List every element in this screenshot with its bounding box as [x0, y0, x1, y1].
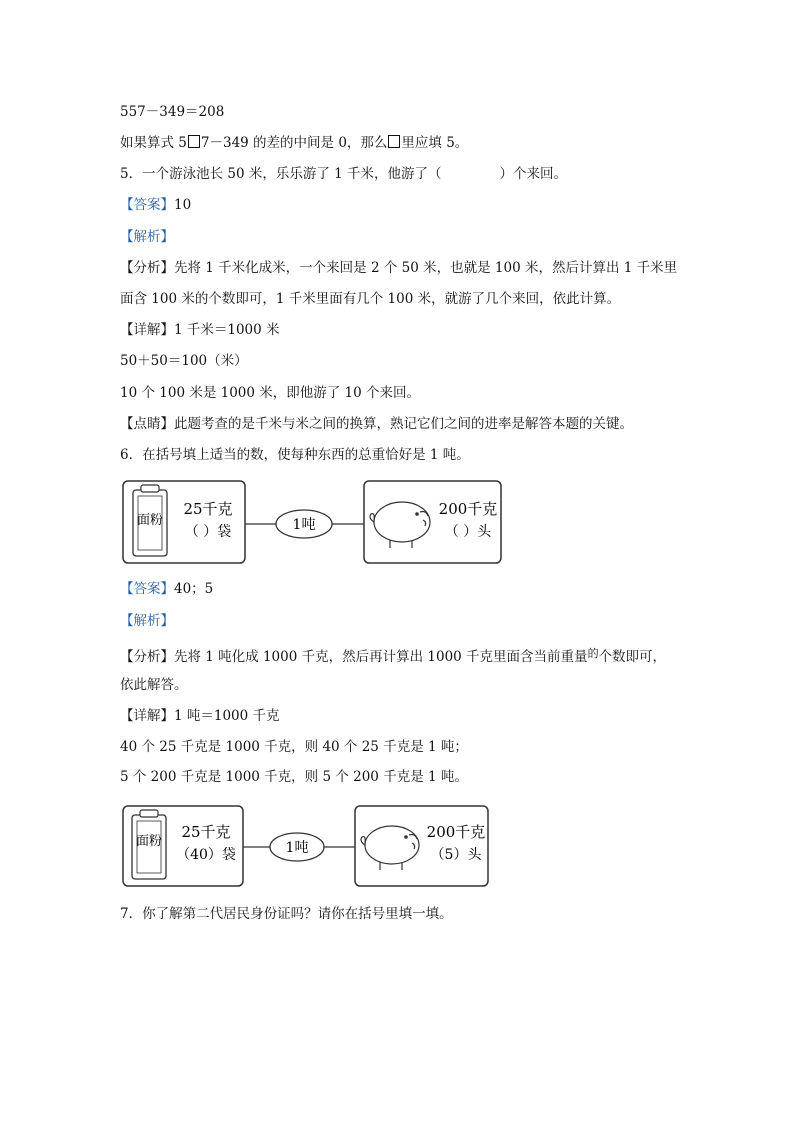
box-note-line: 如果算式 5 7－349 的差的中间是 0，那么 里应填 5。	[120, 135, 469, 151]
analysis-5-line2: 面含 100 米的个数即可，1 千米里面有几个 100 米，就游了几个来回，依此计算。	[120, 291, 621, 307]
question-5: 5．一个游泳池长 50 米，乐乐游了 1 千米，他游了（ ）个来回。	[120, 166, 568, 182]
answer-5: 【答案】10	[120, 197, 192, 213]
detail-6-line1: 【详解】1 吨＝1000 千克	[120, 708, 280, 724]
calc-line: 557－349＝208	[120, 104, 225, 120]
flour-label: 面粉	[135, 834, 163, 849]
question-7: 7．你了解第二代居民身份证吗？请你在括号里填一填。	[120, 906, 453, 922]
analysis-5-line1: 【分析】先将 1 千米化成米，一个来回是 2 个 50 米，也就是 100 米，然后计算出 1 千米里	[120, 260, 678, 276]
detail-6-line2: 40 个 25 千克是 1000 千克，则 40 个 25 千克是 1 吨；	[120, 739, 468, 755]
analysis-6-line1: 【分析】先将 1 吨化成 1000 千克，然后再计算出 1000 千克里面含当前重量$^的$个数即可，	[120, 647, 667, 665]
analysis-heading-6: 【解析】	[120, 613, 174, 629]
center-label: 1吨	[285, 840, 309, 856]
pig-count: （ ）头	[444, 524, 492, 540]
pig-weight: 200千克	[438, 500, 498, 518]
pig-weight: 200千克	[426, 823, 486, 841]
detail-5-line2: 50＋50＝100（米）	[120, 353, 248, 369]
flour-count: （ ）袋	[184, 524, 232, 540]
detail-6-line3: 5 个 200 千克是 1000 千克，则 5 个 200 千克是 1 吨。	[120, 769, 468, 785]
empty-box-icon	[388, 135, 400, 148]
analysis-heading-5: 【解析】	[120, 229, 174, 245]
detail-5-line3: 10 个 100 米是 1000 米，即他游了 10 个来回。	[120, 385, 421, 401]
flour-count: （40）袋	[176, 847, 236, 863]
comment-5: 【点睛】此题考查的是千米与米之间的换算，熟记它们之间的进率是解答本题的关键。	[120, 416, 633, 432]
center-label: 1吨	[292, 517, 316, 533]
question-6: 6．在括号填上适当的数，使每种东西的总重恰好是 1 吨。	[120, 447, 470, 463]
flour-label: 面粉	[136, 513, 164, 528]
answer-6: 【答案】40；5	[120, 581, 214, 597]
pig-count: （5）头	[430, 847, 482, 863]
flour-weight: 25千克	[183, 500, 233, 518]
analysis-6-line2: 依此解答。	[120, 677, 188, 693]
flour-weight: 25千克	[181, 823, 231, 841]
empty-box-icon	[188, 135, 200, 148]
weight-diagram-answer	[120, 803, 495, 891]
detail-5-line1: 【详解】1 千米＝1000 米	[120, 322, 280, 338]
weight-diagram-question	[120, 478, 510, 568]
